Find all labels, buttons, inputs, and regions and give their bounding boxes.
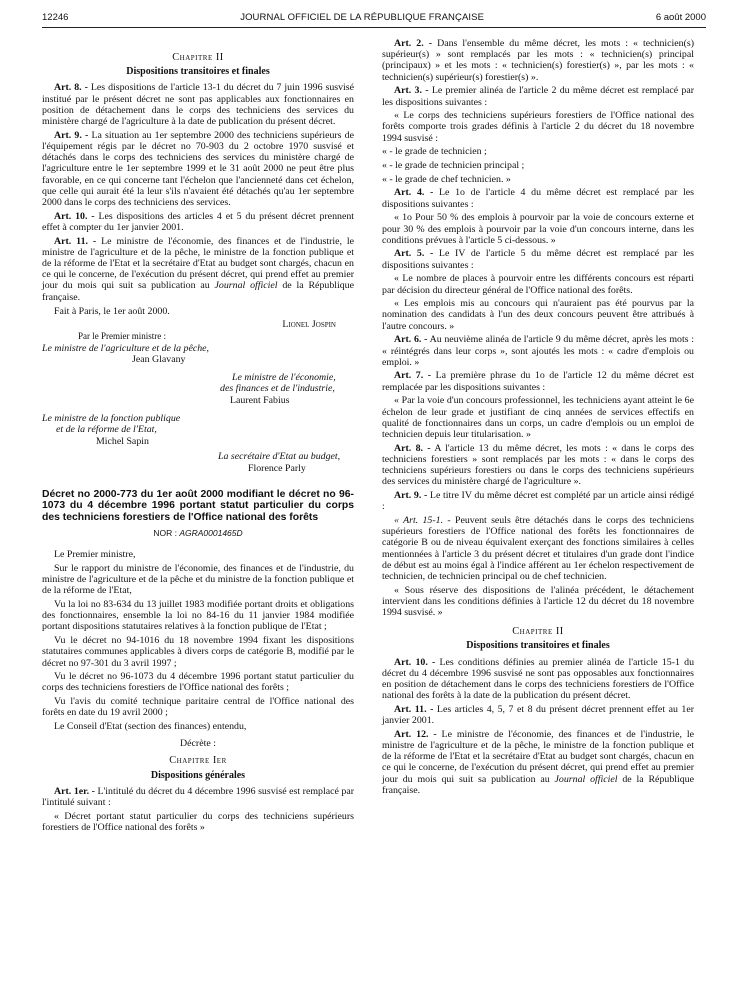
signature-fp-name: Michel Sapin <box>96 435 149 447</box>
article-label: Art. 12. - <box>394 728 437 740</box>
chapter-heading: Chapitre II <box>172 52 224 63</box>
article-label: Art. 10. - <box>54 210 95 222</box>
visa: Sur le rapport du ministre de l'économie, des finances et de l'industrie, du ministre de l'agriculture et de la pêche et du ministre de la fonction publique et de la réforme de l'Etat, <box>42 562 354 597</box>
article-label: Art. 8. - <box>394 442 431 454</box>
article-4-quote: « 1o Pour 50 % des emplois à pourvoir par la voie de concours externe et pour 30 % des emplois à pourvoir par la voie d'un concours interne, dans les conditions prévues à l'article 5 ci-dessous. » <box>382 212 694 246</box>
article-text: Le premier alinéa de l'article 2 du même décret est remplacé par les dispositions suivantes : <box>382 85 695 108</box>
article-10 <box>42 211 354 233</box>
article-text: La première phrase du 1o de l'article 12 du même décret est remplacée par les dispositions suivantes : <box>382 370 695 393</box>
article-label: Art. 3. - <box>394 85 429 97</box>
grade-item: « - le grade de technicien principal ; <box>382 160 525 172</box>
article-text: Les articles 4, 5, 7 et 8 du présent décret prennent effet au 1er janvier 2001. <box>382 703 695 727</box>
visa: Le Conseil d'Etat (section des finances) entendu, <box>54 721 247 733</box>
article-text: Les dispositions des articles 4 et 5 du présent décret prennent effet à compter du 1er janvier 2001. <box>42 210 355 233</box>
article-text: Au neuvième alinéa de l'article 9 du même décret, après les mots : « réintégrés dans leur corps », sont ajoutés les mots : « cadre d'emplois ou emploi. » <box>382 334 694 368</box>
article-9 <box>42 130 354 208</box>
article-text: Les dispositions de l'article 13-1 du décret du 7 juin 1996 susvisé institué par le présent décret ne sont pas applicables aux fonctionnaires en position de détachement dans le corps des techniciens des services du ministère chargé de l'agriculture à la date de publication du présent décret. <box>42 82 355 128</box>
page-number: 12246 <box>42 11 69 23</box>
article-8 <box>42 82 354 127</box>
article-label: Art. 4. - <box>394 187 434 199</box>
signature-budget-name: Florence Parly <box>248 463 306 474</box>
chapter-heading: Chapitre Ier <box>169 755 227 767</box>
article-text: Le ministre de l'économie, des finances et de l'industrie, le ministre de l'agriculture et de la pêche, le ministre de la fonction publique et de la réforme de l'Etat et la secrétaire d'Etat au budget sont chargés, chacun en ce qui le concerne, de l'exécution du présent décret, qui prend effet au premier jour du mois qui suit sa publication au <box>382 728 695 785</box>
visa: Vu l'avis du comité technique paritaire central de l'Office national des forêts en date du 19 avril 2000 ; <box>42 696 354 719</box>
article-label: Art. 5. - <box>394 248 434 260</box>
article-4 <box>382 187 694 209</box>
quoted-article-label: « Art. 15-1. - <box>394 514 451 526</box>
article-label: Art. 1er. - <box>54 785 95 797</box>
article-text: A l'article 13 du même décret, les mots : « dans le corps des techniciens forestiers » sont remplacés par les mots : « dans le corps des techniciens supérieurs forestiers ou dans le corps des techniciens supérieurs des services du ministère chargé de l'agriculture ». <box>382 442 694 488</box>
article-5-quote: « Le nombre de places à pourvoir entre les différents concours est réparti par décision du directeur général de l'Office national des forêts. <box>382 273 694 296</box>
article-5 <box>382 248 694 270</box>
article-label: Art. 2. - <box>394 38 433 49</box>
article-text: de la République française. <box>42 280 355 303</box>
article-11 <box>382 704 694 726</box>
article-text: La situation au 1er septembre 2000 des techniciens supérieurs de l'équipement régis par le décret no 70-903 du 2 octobre 1970 susvisé et détachés dans le corps des techniciens des services du ministère chargé de l'agriculture entre le 1er septembre 1999 et le 31 août 2000 ne peut être plus favorable, en ce qui concerne tant l'échelon que l'ancienneté dans cet échelon, que celle qui aurait été la leur s'ils n'avaient été détachés qu'au 1er septembre 2000 dans le corps des techniciens des services. <box>42 129 354 208</box>
signature-eco-role-2: des finances et de l'industrie, <box>220 383 335 395</box>
decrete: Décrète : <box>180 738 216 750</box>
visa: Vu le décret no 94-1016 du 18 novembre 1994 fixant les dispositions statutaires communes applicables à divers corps de catégorie B, modifié par le décret no 97-301 du 3 avril 1997 ; <box>42 635 354 669</box>
article-1-quote: « Décret portant statut particulier du corps des techniciens supérieurs forestiers de l'Office national des forêts » <box>42 810 354 833</box>
article-text: Le ministre de l'économie, des finances et de l'industrie, le ministre de l'agriculture et de la pêche, le ministre de la fonction publique et de la réforme de l'Etat et la secrétaire d'Etat au budget sont chargés, chacun en ce qui le concerne, de l'exécution du présent décret, qui prend effet au premier jour du mois qui suit sa publication au <box>42 235 354 292</box>
chapter-title: Dispositions transitoires et finales <box>126 66 270 78</box>
signature-fp-role-2: et de la réforme de l'Etat, <box>56 424 157 436</box>
left-column <box>42 38 354 836</box>
article-9-quote-2: « Sous réserve des dispositions de l'alinéa précédent, le détachement intervient dans les conditions définies à l'article 12 du décret du 18 novembre 1994 susvisé. » <box>382 584 694 619</box>
article-12 <box>382 729 694 796</box>
article-label: Art. 11. - <box>54 235 97 247</box>
article-label: Art. 11. - <box>394 703 434 715</box>
issue-date: 6 août 2000 <box>655 11 706 23</box>
article-3 <box>382 85 694 107</box>
journal-officiel-ref: Journal officiel <box>554 773 618 785</box>
article-label: Art. 9. - <box>394 490 428 502</box>
article-text: Dans l'ensemble du même décret, les mots : « technicien(s) supérieur(s) » sont remplacés par les mots : « technicien(s) principal (principaux) » et les mots : « technicien(s) forestier(s) », par les mots : « technicien(s) supérieur(s) forestier(s) ». <box>382 38 694 83</box>
journal-officiel-ref: Journal officiel <box>214 280 278 292</box>
signature-budget-role: La secrétaire d'Etat au budget, <box>218 451 341 463</box>
decree-title: Décret no 2000-773 du 1er août 2000 modifiant le décret no 96-1073 du 4 décembre 1996 portant statut particulier du corps des techniciens forestiers de l'Office national des forêts <box>42 488 354 524</box>
signature-eco-name: Laurent Fabius <box>230 395 290 407</box>
grade-item: « - le grade de chef technicien. » <box>382 173 511 185</box>
visa: Vu le décret no 96-1073 du 4 décembre 1996 portant statut particulier du corps des techniciens forestiers de l'Office national des forêts ; <box>42 671 354 694</box>
grade-item: « - le grade de technicien ; <box>382 146 487 158</box>
article-label: Art. 10. - <box>394 656 436 668</box>
signature-eco-role: Le ministre de l'économie, <box>232 371 336 383</box>
article-9 <box>382 490 694 512</box>
article-label: Art. 7. - <box>394 370 432 382</box>
chapter-title: Dispositions transitoires et finales <box>466 640 610 652</box>
article-3-quote: « Le corps des techniciens supérieurs forestiers de l'Office national des forêts comporte trois grades définis à l'article 2 du décret du 18 novembre 1994 susvisé : <box>382 110 694 144</box>
visa: Vu la loi no 83-634 du 13 juillet 1983 modifiée portant droits et obligations des fonctionnaires, ensemble la loi no 84-16 du 11 janvier 1984 modifiée portant dispositions statutaires relatives à la fonction publique de l'Etat ; <box>42 599 354 633</box>
article-7-quote: « Par la voie d'un concours professionnel, les techniciens ayant atteint le 6e échelon de leur grade et justifiant de cinq années de services effectifs en qualité de fonctionnaires dans un corps, un cadre d'emplois ou un emploi de technicien depuis leur titularisation. » <box>382 395 694 440</box>
article-label: Art. 9. - <box>54 129 89 141</box>
signature-agri-role: Le ministre de l'agriculture et de la pêche, <box>42 342 210 354</box>
article-11 <box>42 236 354 303</box>
article-9-quote <box>382 515 694 582</box>
nor-reference: NOR : AGRA0001465D <box>153 527 243 538</box>
fait-a-paris: Fait à Paris, le 1er août 2000. <box>54 305 170 317</box>
chapter-title: Dispositions générales <box>150 769 246 781</box>
article-label: Art. 8. - <box>54 82 88 94</box>
article-7 <box>382 370 694 392</box>
article-2 <box>382 38 694 83</box>
article-text: L'intitulé du décret du 4 décembre 1996 susvisé est remplacé par l'intitulé suivant : <box>42 785 355 809</box>
article-text: Le IV de l'article 5 du même décret est remplacé par les dispositions suivantes : <box>382 248 695 271</box>
journal-title: JOURNAL OFFICIEL DE LA RÉPUBLIQUE FRANÇAISE <box>240 11 485 23</box>
article-text: Les conditions définies au premier alinéa de l'article 15-1 du décret du 4 décembre 1996 susvisé ne sont pas opposables aux fonctionnaires en position de détachement dans le corps des techniciens forestiers de l'Office national des forêts à la date de la publication du présent décret. <box>382 656 695 702</box>
article-5-quote: « Les emplois mis au concours qui n'auraient pas été pourvus par la nomination des candidats à l'un des deux concours peuvent être attribués à l'autre concours. » <box>382 298 694 332</box>
article-1 <box>42 786 354 808</box>
signature-by: Par le Premier ministre : <box>78 331 166 342</box>
premier-ministre: Le Premier ministre, <box>54 549 136 561</box>
signature-agri-name: Jean Glavany <box>132 354 186 366</box>
chapter-heading: Chapitre II <box>512 626 564 638</box>
running-header <box>42 9 706 28</box>
article-10 <box>382 657 694 702</box>
article-6 <box>382 334 694 368</box>
signature-fp-role: Le ministre de la fonction publique <box>42 412 181 424</box>
article-8 <box>382 443 694 488</box>
right-column <box>382 38 694 799</box>
article-text: Peuvent seuls être détachés dans le corps des techniciens supérieurs forestiers de l'Office national des forêts les fonctionnaires de catégorie B ou de niveau équivalent exerçant des fonctions similaires à celles mentionnées à l'article 3 du présent décret et titulaires d'un grade dont l'indice de début est au moins égal à l'indice afférent au 1er échelon respectivement de technicien, de technicien principal ou de chef technicien. <box>382 514 694 582</box>
article-label: Art. 6. - <box>394 334 428 346</box>
article-text: Le titre IV du même décret est complété par un article ainsi rédigé : <box>382 490 695 513</box>
signature-pm: Lionel Jospin <box>282 319 336 331</box>
article-text: Le 1o de l'article 4 du même décret est remplacé par les dispositions suivantes : <box>382 187 695 210</box>
article-text: de la République française. <box>382 773 695 796</box>
